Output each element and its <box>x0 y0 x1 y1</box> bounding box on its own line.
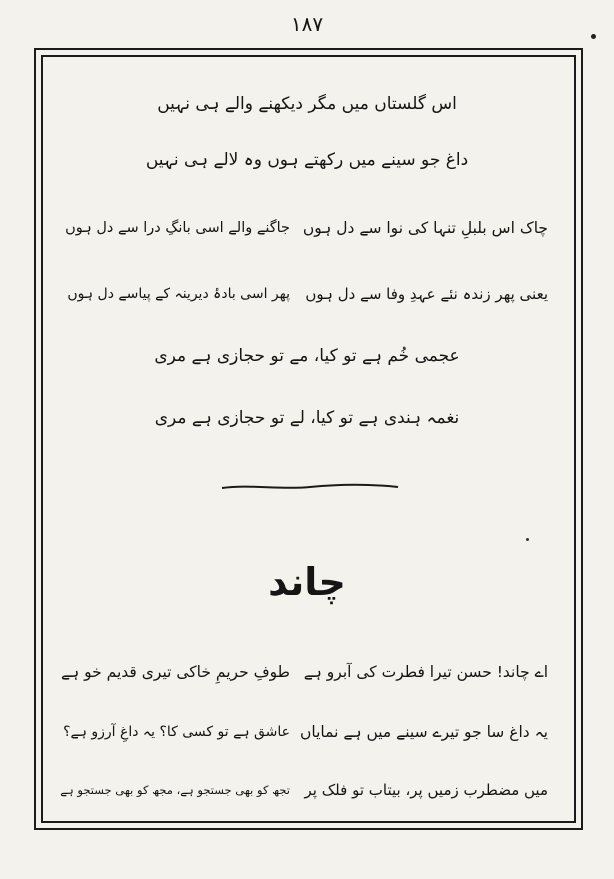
poem-couplet-3-left: تجھ کو بھی جستجو ہے، مجھ کو بھی جستجو ہے <box>60 783 290 797</box>
stanza-couplet-2-left: پھر اسی بادۂ دیرینہ کے پیاسے دل ہوں <box>67 286 290 302</box>
page-number: ۱۸۷ <box>290 12 324 36</box>
poem-couplet-2-right: یہ داغ سا جو تیرے سینے میں ہے نمایاں <box>300 723 548 741</box>
poem-couplet-1-left: طوفِ حریمِ خاکی تیری قدیم خو ہے <box>61 663 290 681</box>
poem-couplet-1-right: اے چاند! حسن تیرا فطرت کی آبرو ہے <box>303 663 548 681</box>
stanza-closing-line-1: عجمی خُم ہے تو کیا، مے تو حجازی ہے مری <box>154 346 460 366</box>
stanza-couplet-1-left: جاگنے والے اسی بانگِ درا سے دل ہوں <box>65 220 290 236</box>
stanza-couplet-2-right: یعنی پھر زندہ نئے عہدِ وفا سے دل ہوں <box>305 285 548 303</box>
page-corner-mark <box>591 34 596 39</box>
stanza-couplet-1-right: چاک اس بلبلِ تنہا کی نوا سے دل ہوں <box>302 219 548 237</box>
section-divider <box>220 481 400 493</box>
poem-title: چاند <box>268 560 346 604</box>
stanza-center-line-1: اس گلستاں میں مگر دیکھنے والے ہی نہیں <box>157 94 457 114</box>
poem-couplet-2-left: عاشق ہے تو کسی کا؟ یہ داغِ آرزو ہے؟ <box>63 724 290 740</box>
stanza-center-line-2: داغ جو سینے میں رکھتے ہوں وہ لالے ہی نہیں <box>145 150 469 170</box>
stanza-closing-line-2: نغمہ ہندی ہے تو کیا، لے تو حجازی ہے مری <box>154 408 460 428</box>
poem-couplet-3-right: میں مضطرب زمیں پر، بیتاب تو فلک پر <box>304 781 548 799</box>
ink-speck <box>526 538 529 541</box>
